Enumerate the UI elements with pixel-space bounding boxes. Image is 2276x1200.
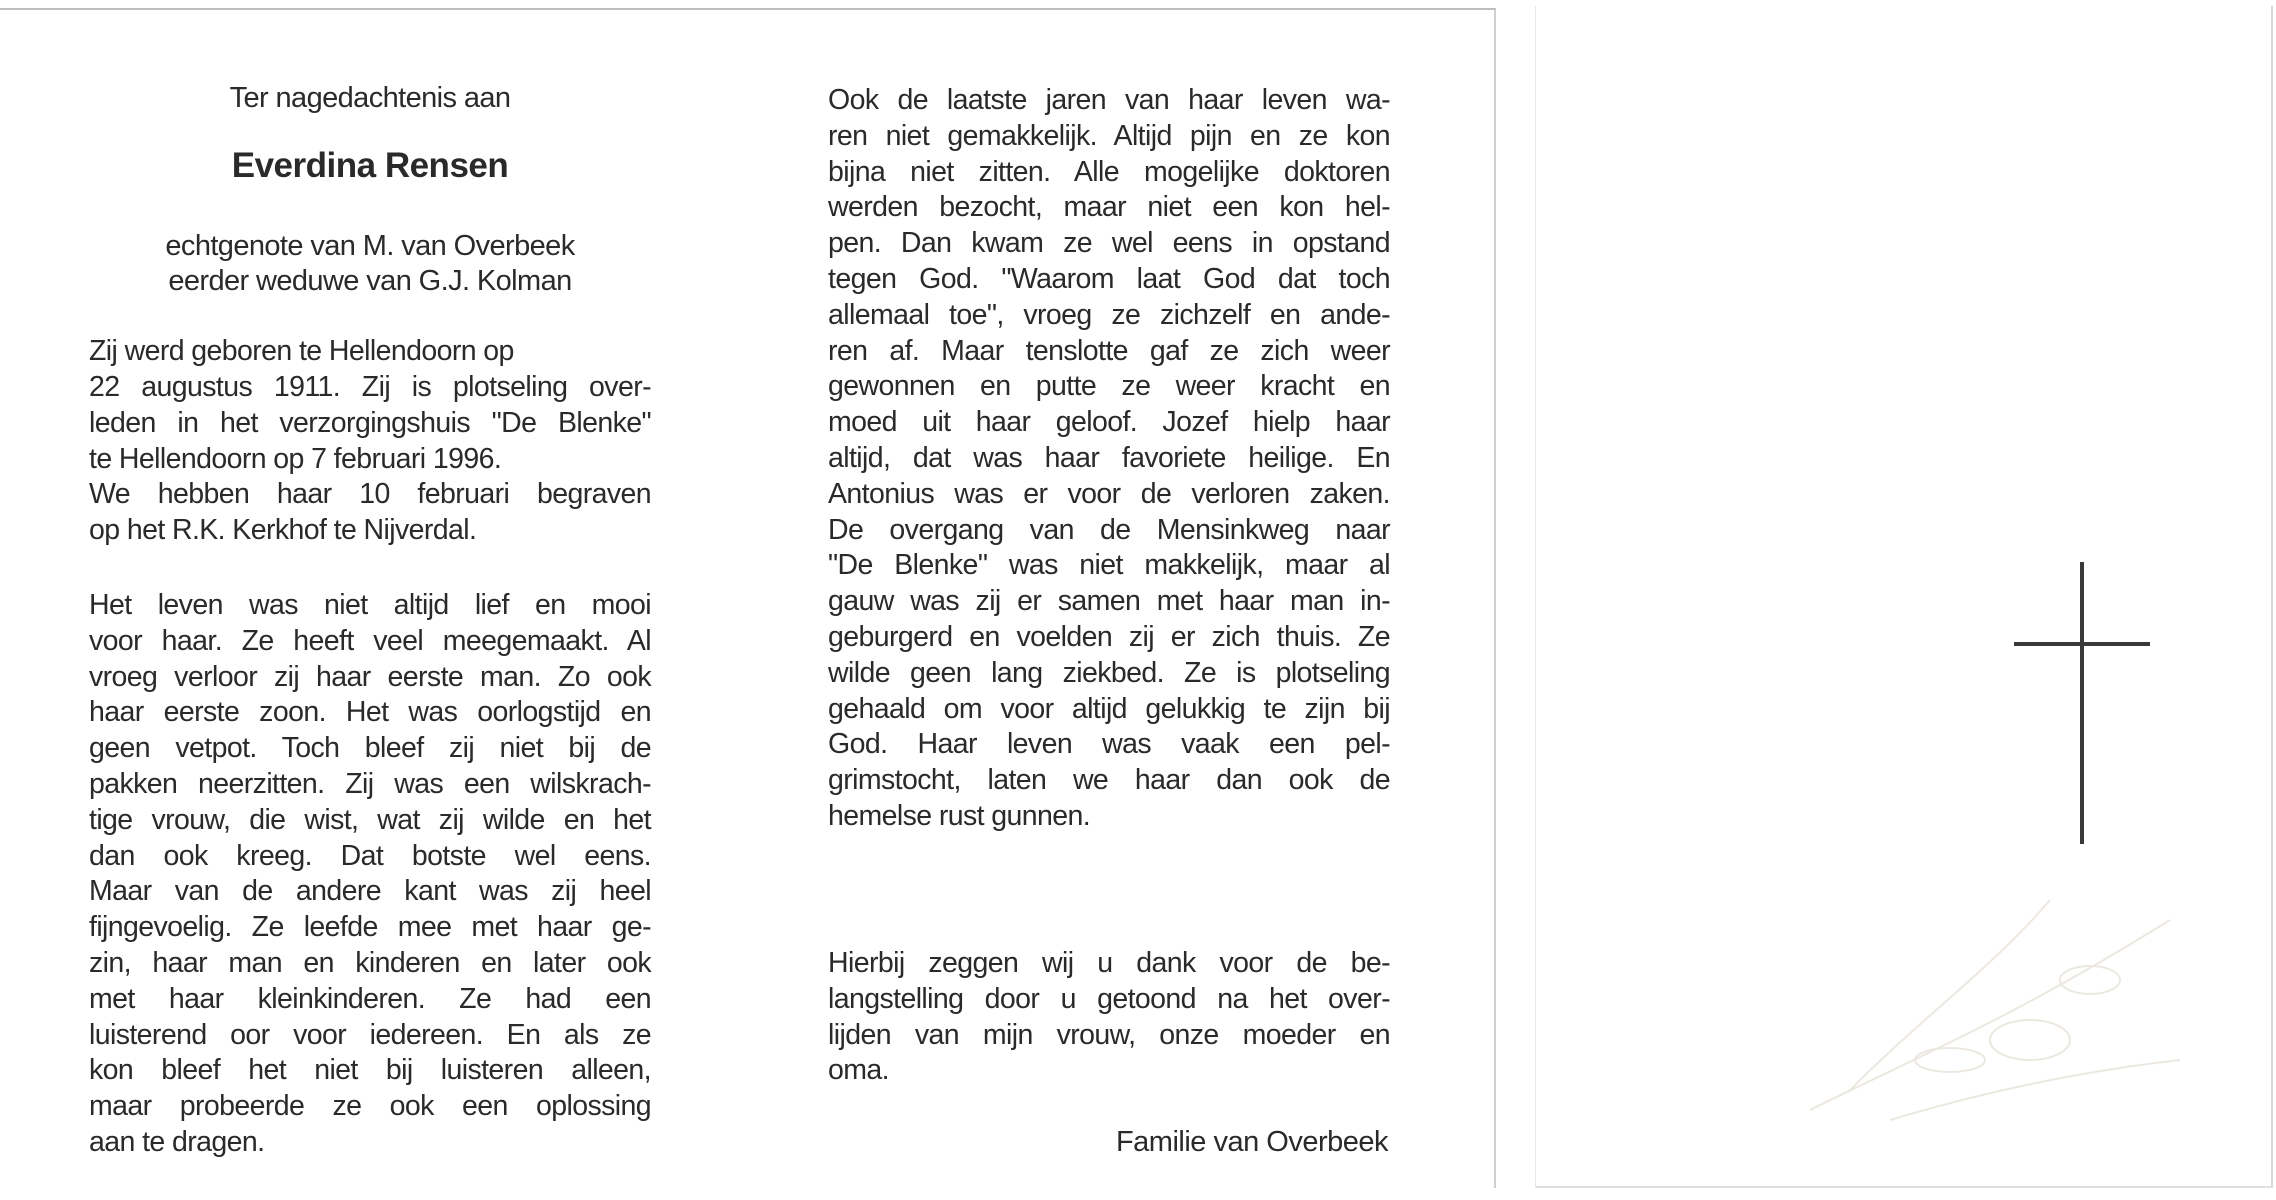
text-line: voor haar. Ze heeft veel meegemaakt. Al — [89, 624, 651, 657]
text-line: altijd, dat was haar favoriete heilige. En — [828, 441, 1390, 474]
text-line: De overgang van de Mensinkweg naar — [828, 513, 1390, 546]
text-line: hemelse rust gunnen. — [828, 799, 1091, 832]
text-line: Hierbij zeggen wij u dank voor de be- — [828, 947, 1390, 979]
text-line: bijna niet zitten. Alle mogelijke doktoren — [828, 155, 1390, 188]
text-line: God. Haar leven was vaak een pel- — [828, 728, 1390, 761]
text-line: fijngevoelig. Ze leefde mee met haar ge- — [89, 911, 651, 944]
relation-spouse: echtgenote van M. van Overbeek — [165, 230, 575, 262]
text-line: te Hellendoorn op 7 februari 1996. — [89, 442, 502, 475]
text-line: Antonius was er voor de verloren zaken. — [828, 477, 1390, 510]
text-line: gehaald om voor altijd gelukkig te zijn bij — [828, 692, 1390, 725]
paragraph-death — [89, 370, 651, 477]
text-line: We hebben haar 10 februari begraven — [89, 478, 651, 510]
text-line: lijden van mijn vrouw, onze moeder en — [828, 1018, 1390, 1051]
text-line: tige vrouw, die wist, wat zij wilde en het — [89, 803, 651, 836]
text-line: 22 augustus 1911. Zij is plotseling over- — [89, 371, 651, 403]
text-line: tegen God. "Waarom laat God dat toch — [828, 262, 1390, 295]
text-line: op het R.K. Kerkhof te Nijverdal. — [89, 513, 477, 546]
text-line: ren af. Maar tenslotte gaf ze zich weer — [828, 334, 1390, 367]
text-line: ren niet gemakkelijk. Altijd pijn en ze kon — [828, 119, 1390, 152]
text-line: kon bleef het niet bij luisteren alleen, — [89, 1054, 651, 1087]
text-line: moed uit haar geloof. Jozef hielp haar — [828, 406, 1390, 439]
text-line: luisterend oor voor iedereen. En als ze — [89, 1018, 651, 1051]
text-line: aan te dragen. — [89, 1125, 265, 1158]
paragraph-life — [89, 588, 651, 1161]
text-line: wilde geen lang ziekbed. Ze is plotseling — [828, 656, 1390, 689]
text-line: langstelling door u getoond na het over- — [828, 982, 1390, 1015]
text-line: Maar van de andere kant was zij heel — [89, 875, 651, 908]
text-line: pakken neerzitten. Zij was een wilskrach- — [89, 767, 651, 800]
text-line: leden in het verzorgingshuis "De Blenke" — [89, 406, 651, 439]
paragraph-thanks — [828, 946, 1390, 1089]
text-line: Ook de laatste jaren van haar leven wa- — [828, 84, 1390, 116]
text-line: oma. — [828, 1054, 889, 1087]
text-line: grimstocht, laten we haar dan ook de — [828, 764, 1390, 797]
text-line: Zij werd geboren te Hellendoorn op — [89, 335, 514, 367]
text-line: pen. Dan kwam ze wel eens in opstand — [828, 227, 1390, 260]
text-line: met haar kleinkinderen. Ze had een — [89, 982, 651, 1015]
text-line: werden bezocht, maar niet een kon hel- — [828, 191, 1390, 224]
text-line: gauw was zij er samen met haar man in- — [828, 585, 1390, 618]
text-line: allemaal toe", vroeg ze zichzelf en ande- — [828, 298, 1390, 331]
signature: Familie van Overbeek — [1115, 1126, 1388, 1158]
paragraph-burial — [89, 477, 651, 549]
intro-text: Ter nagedachtenis aan — [229, 82, 511, 114]
text-line: maar probeerde ze ook een oplossing — [89, 1090, 651, 1123]
floral-watermark-icon — [1790, 860, 2190, 1140]
text-line: dan ook kreeg. Dat botste wel eens. — [89, 839, 651, 872]
text-line: gewonnen en putte ze weer kracht en — [828, 370, 1390, 403]
text-line: zin, haar man en kinderen en later ook — [89, 946, 651, 979]
text-line: Het leven was niet altijd lief en mooi — [89, 589, 651, 621]
paragraph-later-years — [828, 83, 1390, 835]
text-line: geburgerd en voelden zij er zich thuis. Ze — [828, 620, 1390, 653]
text-line: haar eerste zoon. Het was oorlogstijd en — [89, 696, 651, 729]
relation-widow: eerder weduwe van G.J. Kolman — [168, 265, 572, 297]
text-line: geen vetpot. Toch bleef zij niet bij de — [89, 732, 651, 765]
deceased-name: Everdina Rensen — [231, 146, 509, 185]
text-line: "De Blenke" was niet makkelijk, maar al — [828, 549, 1390, 582]
text-line: vroeg verloor zij haar eerste man. Zo ook — [89, 660, 651, 693]
paragraph-birth — [89, 334, 651, 370]
